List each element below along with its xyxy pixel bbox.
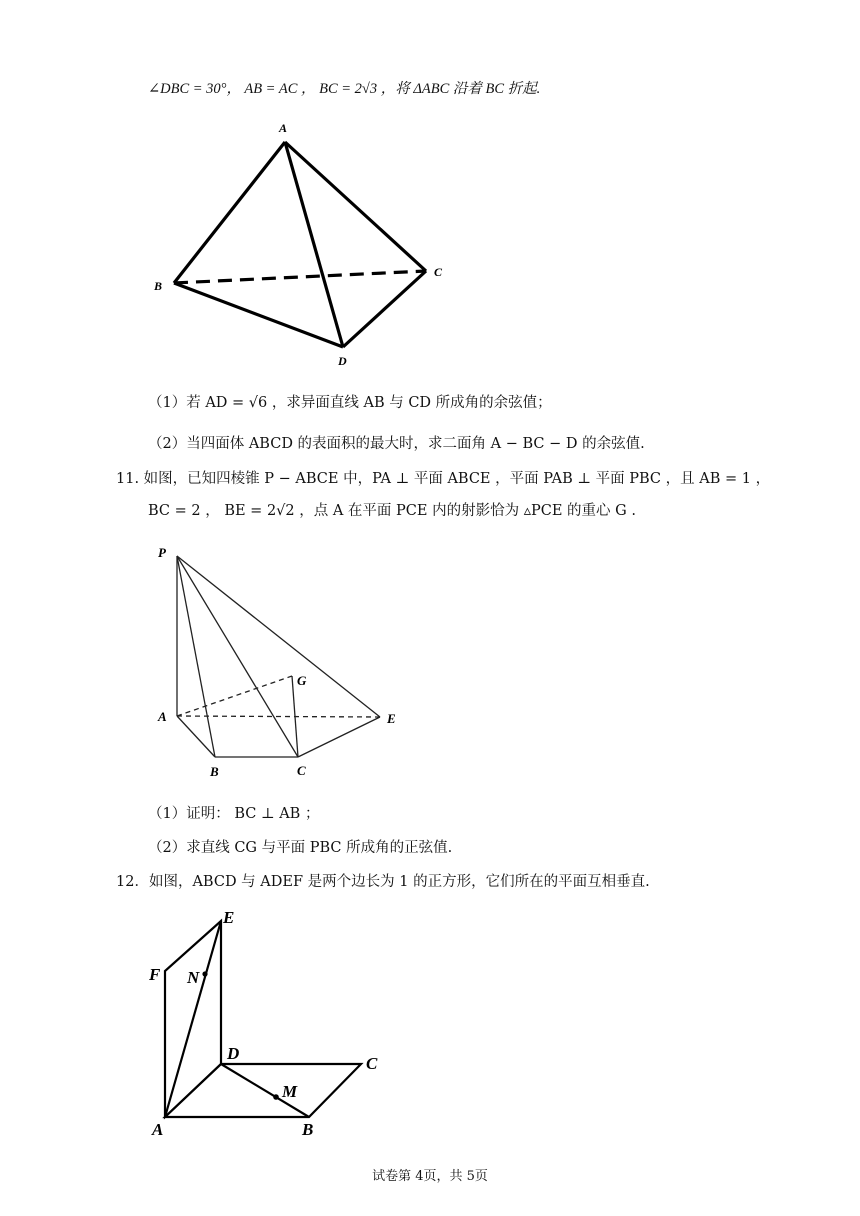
label-B: B bbox=[302, 1120, 314, 1139]
label-C: C bbox=[297, 763, 306, 778]
label-A: A bbox=[158, 709, 167, 724]
intro-text: ∠DBC = 30°， AB = AC ， BC = 2√3 ，将 ΔABC 沿着 BC 折起. bbox=[148, 81, 541, 97]
label-D: D bbox=[227, 1044, 240, 1063]
label-B: B bbox=[154, 279, 163, 293]
q10-part1: （1）若 AD = √6 ，求异面直线 AB 与 CD 所成角的余弦值； bbox=[148, 395, 552, 411]
label-G: G bbox=[297, 673, 307, 688]
q10-part2: （2）当四面体 ABCD 的表面积的最大时，求二面角 A − BC − D 的余弦值. bbox=[148, 436, 645, 452]
label-C: C bbox=[366, 1054, 378, 1073]
label-P: P bbox=[158, 545, 166, 560]
q11-part1: （1）证明： BC ⊥ AB ； bbox=[148, 806, 320, 822]
figure-squares bbox=[145, 905, 395, 1145]
label-A: A bbox=[152, 1120, 164, 1139]
label-A: A bbox=[279, 121, 288, 135]
point-M bbox=[273, 1094, 279, 1100]
q11-part2: （2）求直线 CG 与平面 PBC 所成角的正弦值. bbox=[148, 840, 453, 856]
label-D: D bbox=[338, 354, 347, 368]
label-F: F bbox=[149, 965, 161, 984]
label-N: N bbox=[187, 968, 200, 987]
point-N bbox=[202, 971, 207, 976]
label-B: B bbox=[210, 764, 219, 779]
label-E: E bbox=[387, 711, 396, 726]
page-footer: 试卷第 4页，共 5页 bbox=[372, 1169, 488, 1184]
figure-pyramid bbox=[150, 540, 410, 785]
label-C: C bbox=[434, 265, 443, 279]
figure-tetrahedron bbox=[140, 115, 460, 375]
q11-line1: 11. 如图，已知四棱锥 P − ABCE 中，PA ⊥ 平面 ABCE ，平面 PAB ⊥ 平面 PBC ，且 AB = 1 ， bbox=[116, 471, 771, 487]
q11-line2: BC = 2 ， BE = 2√2 ，点 A 在平面 PCE 内的射影恰为 ▵PCE 的重心 G . bbox=[148, 503, 636, 519]
label-M: M bbox=[282, 1082, 298, 1101]
q12-line1: 12．如图，ABCD 与 ADEF 是两个边长为 1 的正方形，它们所在的平面互相垂直. bbox=[116, 874, 650, 890]
label-E: E bbox=[223, 908, 235, 927]
